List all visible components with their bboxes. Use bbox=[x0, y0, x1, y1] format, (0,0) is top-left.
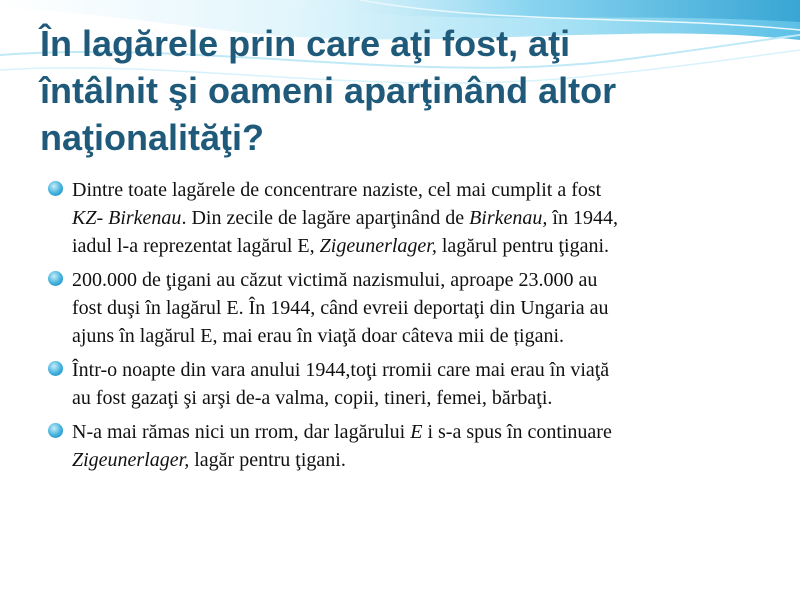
text-segment: lagăr pentru ţigani. bbox=[189, 449, 346, 471]
bullet-text-line bbox=[72, 446, 768, 474]
bullet-text-line bbox=[72, 204, 768, 232]
bullet-item bbox=[48, 266, 768, 350]
slide-title-line: naţionalităţi? bbox=[40, 117, 264, 158]
text-segment: Birkenau, bbox=[469, 207, 548, 229]
slide-title-line: În lagărele prin care aţi fost, aţi bbox=[40, 23, 571, 64]
text-segment: . Din zecile de lagăre aparţinând de bbox=[181, 207, 470, 229]
text-segment: în 1944, bbox=[547, 207, 618, 229]
text-segment: KZ- Birkenau bbox=[72, 207, 182, 229]
bullet-dot-icon bbox=[48, 271, 63, 286]
text-segment: fost duşi în lagărul E. În 1944, când evreii deportaţi din Ungaria au bbox=[72, 297, 609, 319]
slide-title bbox=[40, 20, 770, 161]
bullet-item bbox=[48, 356, 768, 412]
bullet-text-line bbox=[72, 356, 768, 384]
bullet-text-line bbox=[72, 266, 768, 294]
text-segment: Într-o noapte din vara anului 1944,toţi rromii care mai erau în viaţă bbox=[72, 359, 610, 381]
bullet-item bbox=[48, 176, 768, 260]
text-segment: iadul l-a reprezentat lagărul E, bbox=[72, 235, 320, 257]
text-segment: N-a mai rămas nici un rrom, dar lagărului bbox=[72, 421, 411, 443]
text-segment: ajuns în lagărul E, mai erau în viaţă doar câteva mii de țigani. bbox=[72, 325, 565, 347]
bullet-text-line bbox=[72, 176, 768, 204]
text-segment: Dintre toate lagărele de concentrare naziste, cel mai cumplit a fost bbox=[72, 179, 602, 201]
bullet-dot-icon bbox=[48, 361, 63, 376]
bullet-text-line bbox=[72, 384, 768, 412]
text-segment: 200.000 de ţigani au căzut victimă nazismului, aproape 23.000 au bbox=[72, 269, 598, 291]
bullet-dot-icon bbox=[48, 423, 63, 438]
bullet-list bbox=[48, 176, 768, 480]
text-segment: E bbox=[410, 421, 423, 443]
bullet-text-line bbox=[72, 418, 768, 446]
text-segment: Zigeunerlager, bbox=[319, 235, 437, 257]
text-segment: Zigeunerlager, bbox=[72, 449, 190, 471]
slide-title-line: întâlnit şi oameni aparţinând altor bbox=[40, 70, 617, 111]
bullet-text-line bbox=[72, 232, 768, 260]
bullet-text-line bbox=[72, 322, 768, 350]
text-segment: au fost gazaţi şi arşi de-a valma, copii, tineri, femei, bărbaţi. bbox=[72, 387, 553, 409]
bullet-dot-icon bbox=[48, 181, 63, 196]
text-segment: i s-a spus în continuare bbox=[422, 421, 612, 443]
bullet-item bbox=[48, 418, 768, 474]
bullet-text-line bbox=[72, 294, 768, 322]
text-segment: lagărul pentru ţigani. bbox=[436, 235, 610, 257]
